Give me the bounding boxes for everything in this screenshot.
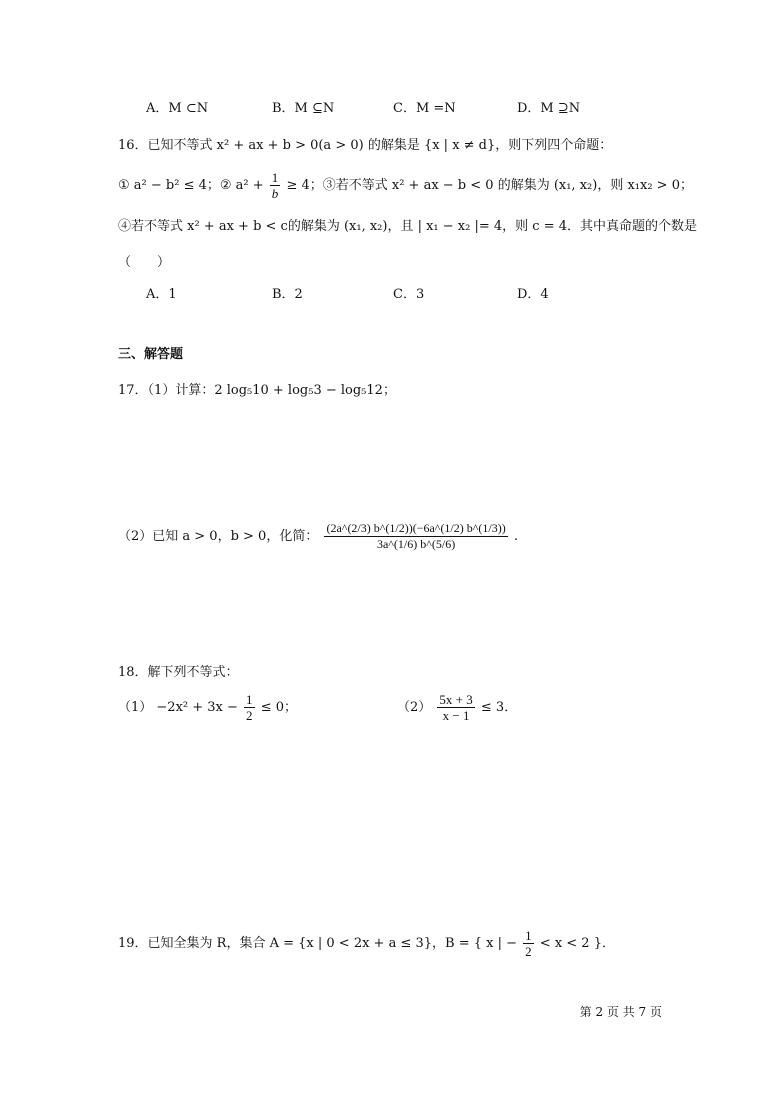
q16-option-a: A．1 — [146, 287, 177, 302]
q17-part2-denominator: 3a^(1/6) b^(5/6) — [376, 537, 456, 551]
q16-line2-frac-num: 1 — [271, 170, 279, 185]
q16-line2 — [118, 170, 693, 201]
q16-line3: ④若不等式 x² + ax + b < c的解集为 (x₁, x₂)，且 | x₁ − x₂ |= 4，则 c = 4．其中真命题的个数是 — [118, 219, 697, 234]
q17-part2 — [118, 517, 518, 557]
q17-part2-prefix: （2）已知 a > 0，b > 0，化简： — [118, 529, 319, 544]
section-heading: 三、解答题 — [118, 347, 184, 362]
q16-option-d: D．4 — [517, 287, 549, 302]
q16-answer-paren: （ ） — [118, 255, 171, 270]
q17-part2-suffix: . — [513, 529, 518, 544]
q16-line2-fraction — [270, 170, 281, 201]
q17-part2-fraction — [324, 521, 507, 552]
q18-part1 — [118, 690, 297, 726]
q16-line2-b: ≥ 4；③若不等式 x² + ax − b < 0 的解集为 (x₁, x₂)，则 x₁x₂ > 0； — [286, 178, 693, 193]
q15-option-d: D．M ⊇N — [517, 101, 581, 116]
q19-suffix: < x < 2 }． — [539, 936, 615, 951]
q18-part1-suffix: ≤ 0； — [260, 700, 297, 715]
q18-part2 — [397, 690, 517, 726]
q16-line2-a: ① a² − b² ≤ 4；② a² + — [118, 178, 264, 193]
q18-part1-fraction — [244, 692, 255, 723]
q18-part1-frac-den: 2 — [246, 708, 253, 723]
q18-part2-prefix: （2） — [397, 700, 432, 715]
q15-option-a: A．M ⊂N — [146, 101, 209, 116]
q18-part2-frac-num: 5x + 3 — [439, 692, 473, 707]
q19-frac-num: 1 — [525, 928, 532, 943]
q18-part1-prefix: （1） −2x² + 3x − — [118, 700, 238, 715]
q18-part2-frac-den: x − 1 — [442, 708, 470, 723]
q19-fraction — [523, 928, 534, 959]
q18-stem: 18．解下列不等式： — [118, 665, 239, 680]
q17-part1: 17．（1）计算：2 log₅10 + log₅3 − log₅12； — [118, 383, 396, 398]
q19-prefix: 19．已知全集为 R，集合 A = {x | 0 < 2x + a ≤ 3}，B = { x | − — [118, 936, 518, 951]
q18-part2-fraction — [437, 692, 474, 723]
q16-option-c: C．3 — [393, 287, 425, 302]
q15-option-c: C．M =N — [393, 101, 456, 116]
q17-part2-numerator: (2a^(2/3) b^(1/2))(−6a^(1/2) b^(1/3)) — [326, 521, 506, 535]
q16-line2-frac-den: b — [271, 186, 279, 201]
q15-option-b: B．M ⊆N — [272, 101, 335, 116]
q19-stem — [118, 926, 615, 962]
q18-part1-frac-num: 1 — [246, 692, 253, 707]
q18-part2-suffix: ≤ 3． — [480, 700, 518, 715]
q16-stem: 16．已知不等式 x² + ax + b > 0(a > 0) 的解集是 {x | x ≠ d}，则下列四个命题： — [118, 138, 613, 153]
page-footer: 第 2 页 共 7 页 — [579, 1005, 662, 1019]
q16-option-b: B．2 — [272, 287, 303, 302]
q19-frac-den: 2 — [525, 944, 532, 959]
